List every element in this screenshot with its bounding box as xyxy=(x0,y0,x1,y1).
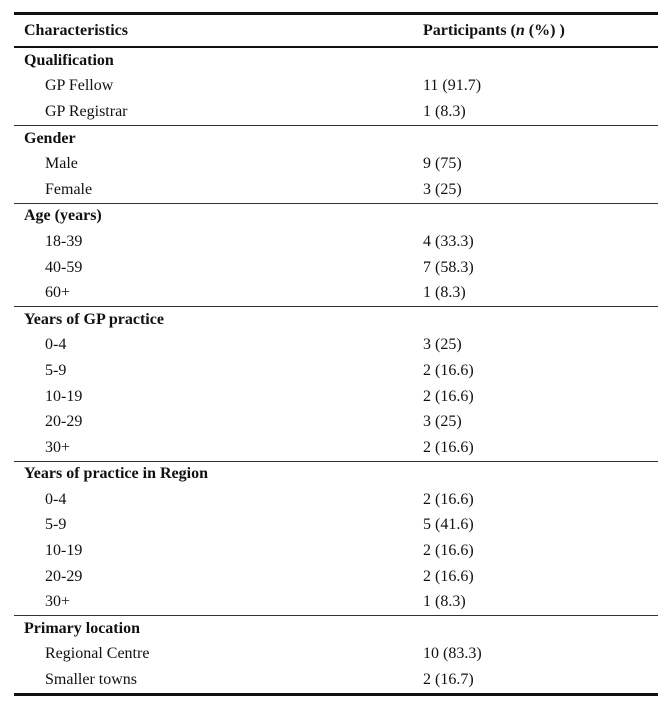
table-row xyxy=(14,151,658,177)
row-label: 10-19 xyxy=(45,542,83,560)
section-value-empty xyxy=(423,203,658,229)
participants-header-n: n xyxy=(515,21,525,39)
row-value: 2 (16.6) xyxy=(423,438,474,456)
row-label: Regional Centre xyxy=(45,645,150,663)
section-value-empty xyxy=(423,616,658,642)
section-value-empty xyxy=(423,47,658,74)
table-row xyxy=(14,667,658,694)
row-value: 3 (25) xyxy=(423,413,462,431)
section-title: Gender xyxy=(24,129,76,147)
table-row xyxy=(14,280,658,306)
row-value: 2 (16.7) xyxy=(423,671,474,689)
row-value: 9 (75) xyxy=(423,155,462,173)
row-value: 2 (16.6) xyxy=(423,567,474,585)
row-label: 10-19 xyxy=(45,387,83,405)
row-value: 2 (16.6) xyxy=(423,542,474,560)
section-row xyxy=(14,461,658,487)
row-value: 1 (8.3) xyxy=(423,593,466,611)
row-value: 7 (58.3) xyxy=(423,258,474,276)
row-label: 20-29 xyxy=(45,413,83,431)
table-row xyxy=(14,177,658,203)
table-row xyxy=(14,99,658,125)
row-label: 30+ xyxy=(45,593,71,611)
section-title: Years of GP practice xyxy=(24,310,164,328)
section-row xyxy=(14,47,658,74)
row-label: 0-4 xyxy=(45,336,67,354)
table-row xyxy=(14,409,658,435)
row-label: 0-4 xyxy=(45,490,67,508)
row-label: 40-59 xyxy=(45,258,83,276)
row-value: 11 (91.7) xyxy=(423,77,482,95)
row-value: 10 (83.3) xyxy=(423,645,482,663)
table-row xyxy=(14,229,658,255)
row-label: 18-39 xyxy=(45,232,83,250)
row-label: 5-9 xyxy=(45,516,67,534)
row-value: 2 (16.6) xyxy=(423,361,474,379)
characteristics-header: Characteristics xyxy=(24,21,128,39)
section-title: Qualification xyxy=(24,51,114,69)
section-value-empty xyxy=(423,125,658,151)
table-row xyxy=(14,642,658,668)
section-title: Primary location xyxy=(24,619,140,637)
section-row xyxy=(14,306,658,332)
row-value: 1 (8.3) xyxy=(423,102,466,120)
characteristics-table xyxy=(14,12,658,696)
row-label: GP Registrar xyxy=(45,102,128,120)
table-row xyxy=(14,487,658,513)
table-row xyxy=(14,358,658,384)
table-row xyxy=(14,435,658,461)
section-title: Years of practice in Region xyxy=(24,465,208,483)
participants-header-prefix: Participants ( xyxy=(423,21,516,39)
table-row xyxy=(14,384,658,410)
row-value: 3 (25) xyxy=(423,180,462,198)
section-row xyxy=(14,203,658,229)
row-label: 5-9 xyxy=(45,361,67,379)
table-row xyxy=(14,589,658,615)
header-row xyxy=(14,14,658,48)
table-row xyxy=(14,74,658,100)
section-value-empty xyxy=(423,461,658,487)
participants-header-suffix: (%) ) xyxy=(524,21,565,39)
row-label: Male xyxy=(45,155,78,173)
section-row xyxy=(14,616,658,642)
row-value: 5 (41.6) xyxy=(423,516,474,534)
row-label: 20-29 xyxy=(45,567,83,585)
section-title: Age (years) xyxy=(24,207,102,225)
table-row xyxy=(14,564,658,590)
row-label: Smaller towns xyxy=(45,671,137,689)
row-label: GP Fellow xyxy=(45,77,114,95)
table-row xyxy=(14,538,658,564)
table-header xyxy=(14,14,658,48)
table-row xyxy=(14,255,658,281)
table-body xyxy=(14,47,658,694)
row-value: 2 (16.6) xyxy=(423,387,474,405)
row-value: 2 (16.6) xyxy=(423,490,474,508)
row-value: 3 (25) xyxy=(423,336,462,354)
section-row xyxy=(14,125,658,151)
row-label: Female xyxy=(45,180,93,198)
row-label: 30+ xyxy=(45,438,71,456)
row-value: 4 (33.3) xyxy=(423,232,474,250)
section-value-empty xyxy=(423,306,658,332)
row-label: 60+ xyxy=(45,284,71,302)
row-value: 1 (8.3) xyxy=(423,284,466,302)
table-row xyxy=(14,513,658,539)
table-row xyxy=(14,333,658,359)
participants-header xyxy=(423,14,658,48)
